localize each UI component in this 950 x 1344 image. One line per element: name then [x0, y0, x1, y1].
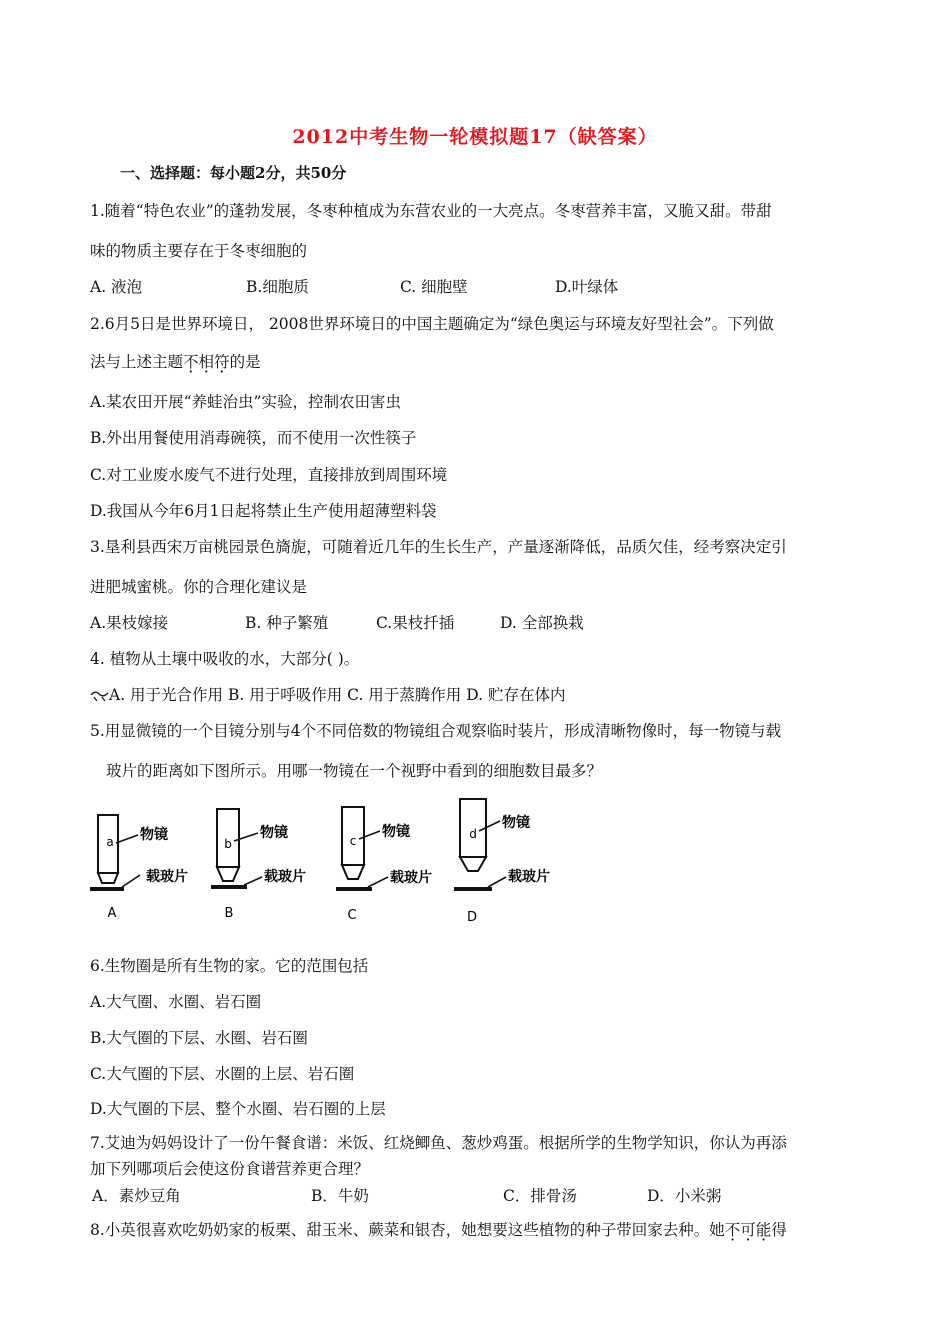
- question-7-option-d: D．小米粥: [647, 1187, 722, 1205]
- question-1-line-1: 1.随着“特色农业”的蓬勃发展，冬枣种植成为东营农业的一大亮点。冬枣营养丰富，又脆又甜。带甜: [90, 202, 772, 220]
- emphasis-char: 不: [183, 353, 199, 371]
- question-6-option-a: A.大气圈、水圈、岩石圈: [90, 993, 262, 1011]
- question-6-line-1: 6.生物圈是所有生物的家。它的范围包括: [90, 957, 369, 975]
- question-1-option-a: A. 液泡: [90, 278, 143, 296]
- question-7-option-c: C．排骨汤: [503, 1187, 577, 1205]
- question-5-line-1: 5.用显微镜的一个目镜分别与4个不同倍数的物镜组合观察临时装片，形成清晰物像时，每一物镜与载: [90, 722, 782, 740]
- objective-c: [336, 807, 432, 923]
- objective-letter-b: b: [224, 837, 232, 851]
- objective-letter-c: c: [349, 834, 357, 848]
- caption-c: C: [347, 908, 357, 923]
- question-2-line-1: 2.6月5日是世界环境日， 2008世界环境日的中国主题确定为“绿色奥运与环境友好型社会”。下列做: [90, 315, 774, 333]
- question-1-option-d: D.叶绿体: [555, 278, 619, 296]
- question-3-option-d: D. 全部换栽: [500, 614, 584, 632]
- question-2-option-a: A.某农田开展“养蛙治虫”实验，控制农田害虫: [90, 393, 401, 411]
- question-3-line-2: 进肥城蜜桃。你的合理化建议是: [90, 578, 308, 596]
- question-3-line-1: 3.垦利县西宋万亩桃园景色旖旎，可随着近几年的生长生产，产量逐渐降低，品质欠佳，经考察决定引: [90, 538, 787, 556]
- question-1-option-c: C. 细胞壁: [400, 278, 468, 296]
- objective-label: 物镜: [502, 815, 530, 831]
- question-1-line-2: 味的物质主要存在于冬枣细胞的: [90, 242, 308, 260]
- objective-d: [454, 799, 550, 925]
- emphasis-char: 不: [724, 1221, 741, 1239]
- question-3-option-a: A.果枝嫁接: [90, 614, 169, 632]
- question-2-line-2: 法与上述主题不相符的是: [90, 353, 261, 371]
- question-2-option-c: C.对工业废水废气不进行处理，直接排放到周围环境: [90, 466, 448, 484]
- emphasis-char: 能: [755, 1221, 772, 1239]
- question-6-option-d: D.大气圈的下层、整个水圈、岩石圈的上层: [90, 1100, 386, 1118]
- question-7-option-b: B．牛奶: [311, 1187, 369, 1205]
- objective-b: [211, 809, 306, 921]
- page-title: 2012中考生物一轮模拟题17（缺答案）: [292, 126, 658, 148]
- caption-b: B: [224, 906, 234, 921]
- objective-a: [90, 815, 188, 921]
- emphasis-char: 相: [198, 353, 215, 371]
- objective-letter-d: d: [469, 827, 477, 841]
- question-7-line-1: 7.艾迪为妈妈设计了一份午餐食谱：米饭、红烧鲫鱼、葱炒鸡蛋。根据所学的生物学知识，你认为再添: [90, 1134, 787, 1152]
- microscope-objectives-figure: [86, 795, 576, 930]
- question-7-line-2: 加下列哪项后会使这份食谱营养更合理？: [90, 1160, 370, 1178]
- slide-label: 载玻片: [146, 869, 188, 885]
- objective-label: 物镜: [382, 824, 410, 840]
- question-3-option-c: C.果枝扦插: [376, 614, 455, 632]
- bullet-mark-icon: [90, 690, 110, 702]
- emphasis-char: 符: [214, 353, 230, 371]
- question-3-option-b: B. 种子繁殖: [245, 614, 329, 632]
- caption-a: A: [107, 906, 117, 921]
- question-2-option-d: D.我国从今年6月1日起将禁止生产使用超薄塑料袋: [90, 502, 437, 520]
- section-heading: 一、选择题：每小题2分，共50分: [120, 164, 347, 182]
- question-4-options: A. 用于光合作用 B. 用于呼吸作用 C. 用于蒸腾作用 D. 贮存在体内: [109, 686, 566, 704]
- objective-letter-a: a: [106, 835, 114, 849]
- objective-label: 物镜: [260, 825, 288, 841]
- objective-label: 物镜: [140, 827, 168, 843]
- question-6-option-c: C.大气圈的下层、水圈的上层、岩石圈: [90, 1065, 355, 1083]
- slide-label: 载玻片: [390, 870, 432, 886]
- question-5-line-2: 玻片的距离如下图所示。用哪一物镜在一个视野中看到的细胞数目最多？: [106, 762, 603, 780]
- question-2-option-b: B.外出用餐使用消毒碗筷，而不使用一次性筷子: [90, 429, 417, 447]
- slide-label: 载玻片: [508, 869, 550, 885]
- caption-d: D: [466, 910, 478, 925]
- question-6-option-b: B.大气圈的下层、水圈、岩石圈: [90, 1029, 308, 1047]
- question-1-option-b: B.细胞质: [246, 278, 309, 296]
- question-8-line-1: 8.小英很喜欢吃奶奶家的板栗、甜玉米、蕨菜和银杏，她想要这些植物的种子带回家去种。她不可能得: [90, 1221, 787, 1239]
- question-4-line-1: 4. 植物从土壤中吸收的水，大部分( )。: [90, 650, 360, 668]
- question-7-option-a: A．素炒豆角: [92, 1187, 181, 1205]
- emphasis-char: 可: [740, 1221, 756, 1239]
- slide-label: 载玻片: [264, 869, 306, 885]
